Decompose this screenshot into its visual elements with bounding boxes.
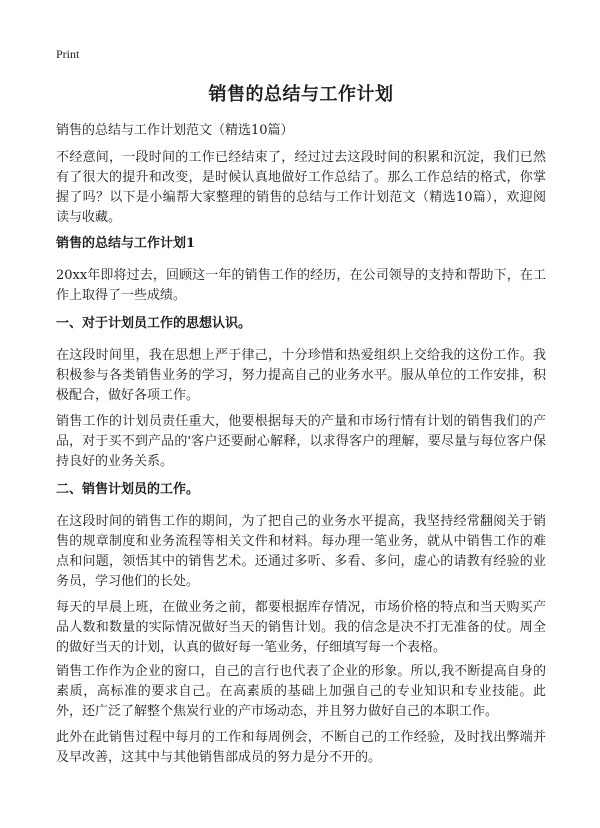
paragraph-5: 销售工作作为企业的窗口，自己的言行也代表了企业的形象。所以,我不断提高自身的素质，高标准的要求自己。在高素质的基础上加强自己的专业知识和专业技能。此外，还广泛了解整个焦炭行业的产市场动态，并且努力做好自己的本职工作。 bbox=[56, 664, 546, 719]
paragraph-3: 在这段时间的销售工作的期间，为了把自己的业务水平提高，我坚持经常翻阅关于销售的规章制度和业务流程等相关文件和材料。每办理一笔业务，就从中销售工作的难点和问题，领悟其中的销售艺术。还通过多听、多看、多问，虚心的请教有经验的业务员，学习他们的长处。 bbox=[56, 514, 546, 589]
print-link[interactable]: Print bbox=[56, 47, 80, 61]
paragraph-6: 此外在此销售过程中每月的工作和每周例会，不断自己的工作经验，及时找出弊端并及早改善，这其中与其他销售部成员的努力是分不开的。 bbox=[56, 730, 546, 765]
page-title: 销售的总结与工作计划 bbox=[208, 84, 394, 105]
intro-paragraph: 不经意间，一段时间的工作已经结束了，经过过去这段时间的积累和沉淀，我们已然有了很大的提升和改变，是时候认真地做好工作总结了。那么工作总结的格式，你掌握了吗？以下是小编帮大家整理的销售的总结与工作计划范文（精选10篇），欢迎阅读与收藏。 bbox=[56, 150, 546, 225]
paragraph-2: 销售工作的计划员责任重大，他要根据每天的产量和市场行情有计划的销售我们的产品，对于买不到产品的'客户还要耐心解释，以求得客户的理解，要尽量与每位客户保持良好的业务关系。 bbox=[56, 414, 546, 469]
paragraph-1: 在这段时间里，我在思想上严于律己，十分珍惜和热爱组织上交给我的这份工作。我积极参与各类销售业务的学习，努力提高自己的业务水平。服从单位的工作安排，积极配合，做好各项工作。 bbox=[56, 348, 546, 403]
heading-work: 二、销售计划员的工作。 bbox=[56, 482, 200, 497]
heading-thought: 一、对于计划员工作的思想认识。 bbox=[56, 316, 252, 331]
document-subtitle: 销售的总结与工作计划范文（精选10篇） bbox=[56, 123, 294, 138]
paragraph-4: 每天的早晨上班，在做业务之前，都要根据库存情况，市场价格的特点和当天购买产品人数和数量的实际情况做好当天的销售计划。我的信念是决不打无准备的仗。周全的做好当天的计划，认真的做好每一笔业务，仔细填写每一个表格。 bbox=[56, 600, 546, 655]
section-intro-paragraph: 20xx年即将过去，回顾这一年的销售工作的经历，在公司领导的支持和帮助下，在工作上取得了一些成绩。 bbox=[56, 268, 546, 303]
section-title: 销售的总结与工作计划1 bbox=[56, 236, 196, 251]
